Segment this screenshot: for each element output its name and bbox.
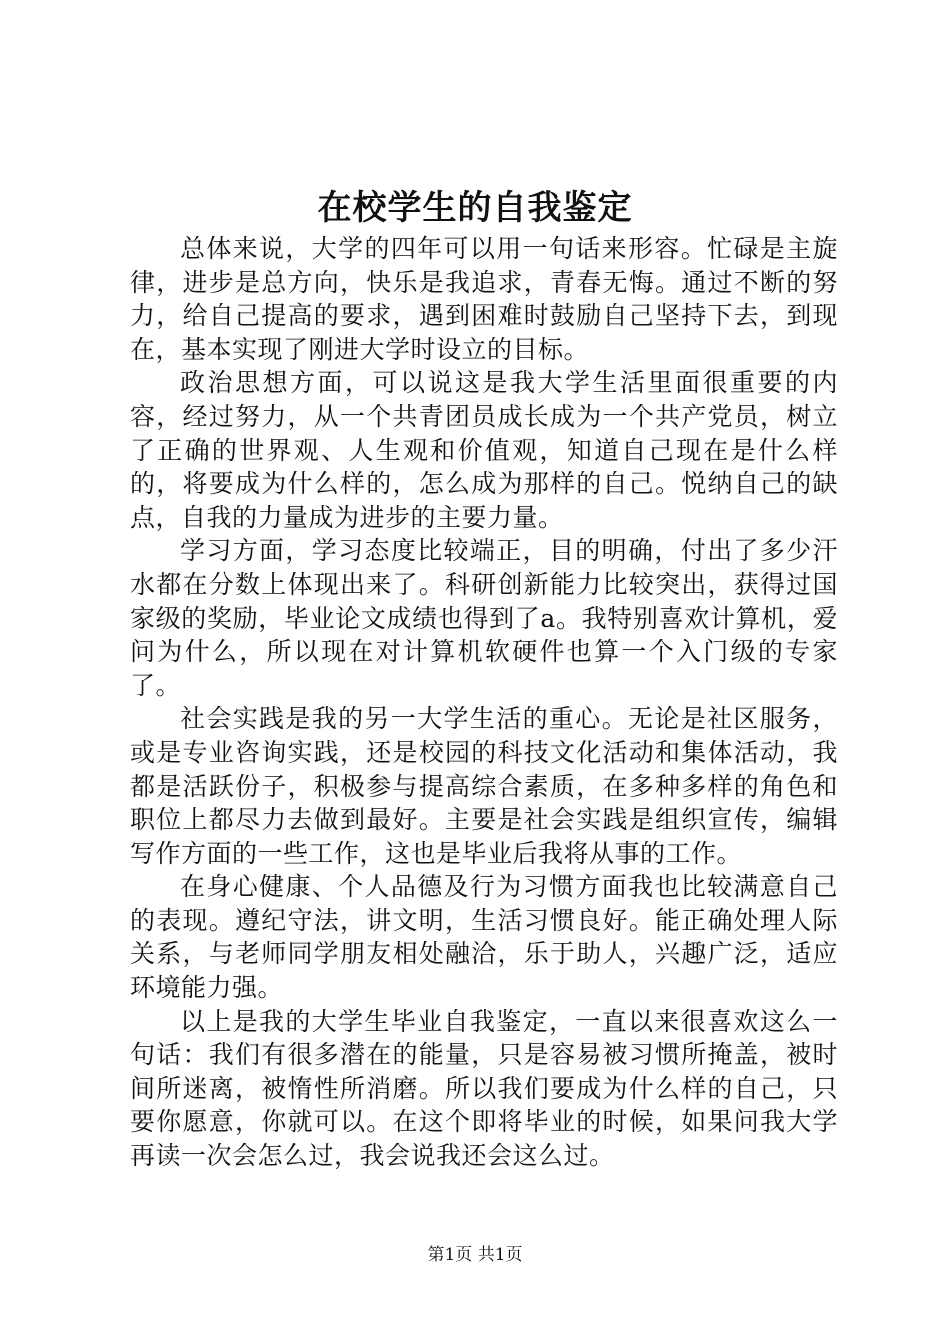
paragraph-study: 学习方面，学习态度比较端正，目的明确，付出了多少汗水都在分数上体现出来了。科研创新能力比较突出，获得过国家级的奖励，毕业论文成绩也得到了a。我特别喜欢计算机，爱问为什么，所以现在对计算机软硬件也算一个入门级的专家了。 xyxy=(130,536,838,700)
paragraph-political: 政治思想方面，可以说这是我大学生活里面很重要的内容，经过努力，从一个共青团员成长成为一个共产党员，树立了正确的世界观、人生观和价值观，知道自己现在是什么样的，将要成为什么样的，怎么成为那样的自己。悦纳自己的缺点，自我的力量成为进步的主要力量。 xyxy=(130,368,838,532)
paragraph-conclusion: 以上是我的大学生毕业自我鉴定，一直以来很喜欢这么一句话：我们有很多潜在的能量，只是容易被习惯所掩盖，被时间所迷离，被惰性所消磨。所以我们要成为什么样的自己，只要你愿意，你就可以。在这个即将毕业的时候，如果问我大学再读一次会怎么过，我会说我还会这么过。 xyxy=(130,1006,838,1171)
page-number-footer: 第1页 共1页 xyxy=(427,1245,523,1265)
paragraph-health-character: 在身心健康、个人品德及行为习惯方面我也比较满意自己的表现。遵纪守法，讲文明，生活习惯良好。能正确处理人际关系，与老师同学朋友相处融洽，乐于助人，兴趣广泛，适应环境能力强。 xyxy=(130,872,838,1003)
paragraph-summary: 总体来说，大学的四年可以用一句话来形容。忙碌是主旋律，进步是总方向，快乐是我追求，青春无悔。通过不断的努力，给自己提高的要求，遇到困难时鼓励自己坚持下去，到现在，基本实现了刚进大学时设立的目标。 xyxy=(130,234,838,364)
document-body xyxy=(130,232,838,1173)
document-title: 在校学生的自我鉴定 xyxy=(317,188,633,228)
paragraph-social-practice: 社会实践是我的另一大学生活的重心。无论是社区服务，或是专业咨询实践，还是校园的科技文化活动和集体活动，我都是活跃份子，积极参与提高综合素质，在多种多样的角色和职位上都尽力去做到最好。主要是社会实践是组织宣传，编辑写作方面的一些工作，这也是毕业后我将从事的工作。 xyxy=(130,704,838,868)
